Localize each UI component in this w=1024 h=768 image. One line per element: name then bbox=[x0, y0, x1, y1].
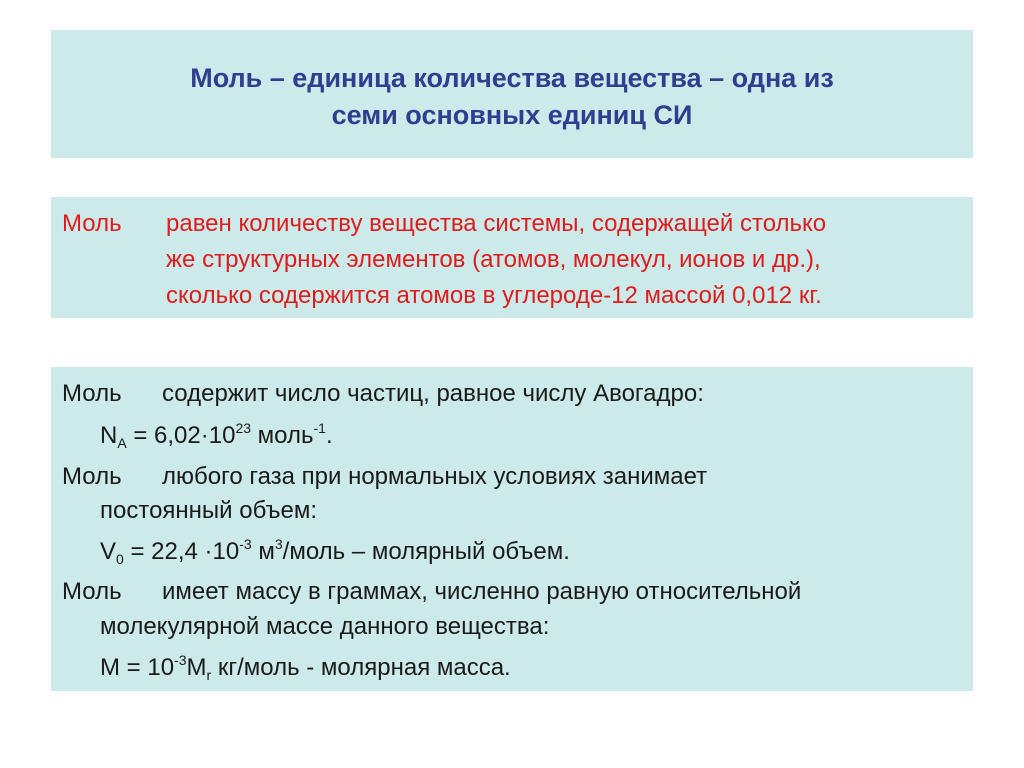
formula-lhs: M = 10 bbox=[100, 654, 175, 681]
definition-box bbox=[51, 197, 973, 318]
definition-line-3: сколько содержится атомов в углероде-12 массой 0,012 кг. bbox=[166, 282, 822, 309]
avogadro-formula bbox=[100, 421, 333, 451]
formula-end: /моль – молярный объем. bbox=[282, 538, 570, 565]
definition-line-1: равен количеству вещества системы, содержащей столько bbox=[166, 210, 827, 237]
formula-subscript: A bbox=[117, 435, 127, 451]
definition-term: Моль bbox=[62, 210, 122, 237]
volume-text-2: постоянный объем: bbox=[100, 497, 318, 524]
volume-formula bbox=[100, 537, 570, 567]
volume-text-1: любого газа при нормальных условиях занимает bbox=[162, 463, 708, 490]
formula-unit-exponent: 3 bbox=[274, 536, 283, 552]
formula-exponent: -3 bbox=[174, 652, 187, 668]
mass-formula bbox=[100, 653, 511, 683]
formula-subscript: 0 bbox=[116, 551, 124, 567]
formula-end: . bbox=[325, 422, 333, 449]
formula-symbol: M bbox=[186, 654, 207, 681]
definition-line-2: же структурных элементов (атомов, молекул, ионов и др.), bbox=[166, 246, 821, 273]
formula-symbol: V bbox=[100, 538, 117, 565]
facts-box bbox=[51, 367, 973, 691]
avogadro-text: содержит число частиц, равное числу Авогадро: bbox=[162, 380, 704, 407]
formula-symbol: N bbox=[100, 422, 118, 449]
title-box bbox=[51, 30, 973, 158]
mass-term: Моль bbox=[62, 578, 122, 605]
formula-unit: м bbox=[251, 538, 275, 565]
formula-unit-exponent: -1 bbox=[313, 420, 326, 436]
formula-value: = 6,02·10 bbox=[126, 422, 236, 449]
formula-end: кг/моль - молярная масса. bbox=[211, 654, 511, 681]
volume-term: Моль bbox=[62, 463, 122, 490]
mass-text-2: молекулярной массе данного вещества: bbox=[100, 613, 550, 640]
formula-subscript: r bbox=[206, 667, 212, 683]
slide-title-line-2: семи основных единиц СИ bbox=[331, 100, 693, 130]
formula-exponent: -3 bbox=[239, 536, 252, 552]
avogadro-term: Моль bbox=[62, 380, 122, 407]
formula-value: = 22,4 ·10 bbox=[123, 538, 240, 565]
mass-text-1: имеет массу в граммах, численно равную относительной bbox=[162, 578, 802, 605]
formula-exponent: 23 bbox=[235, 420, 252, 436]
formula-unit: моль bbox=[251, 422, 314, 449]
slide-title-line-1: Моль – единица количества вещества – одна из bbox=[190, 63, 834, 93]
